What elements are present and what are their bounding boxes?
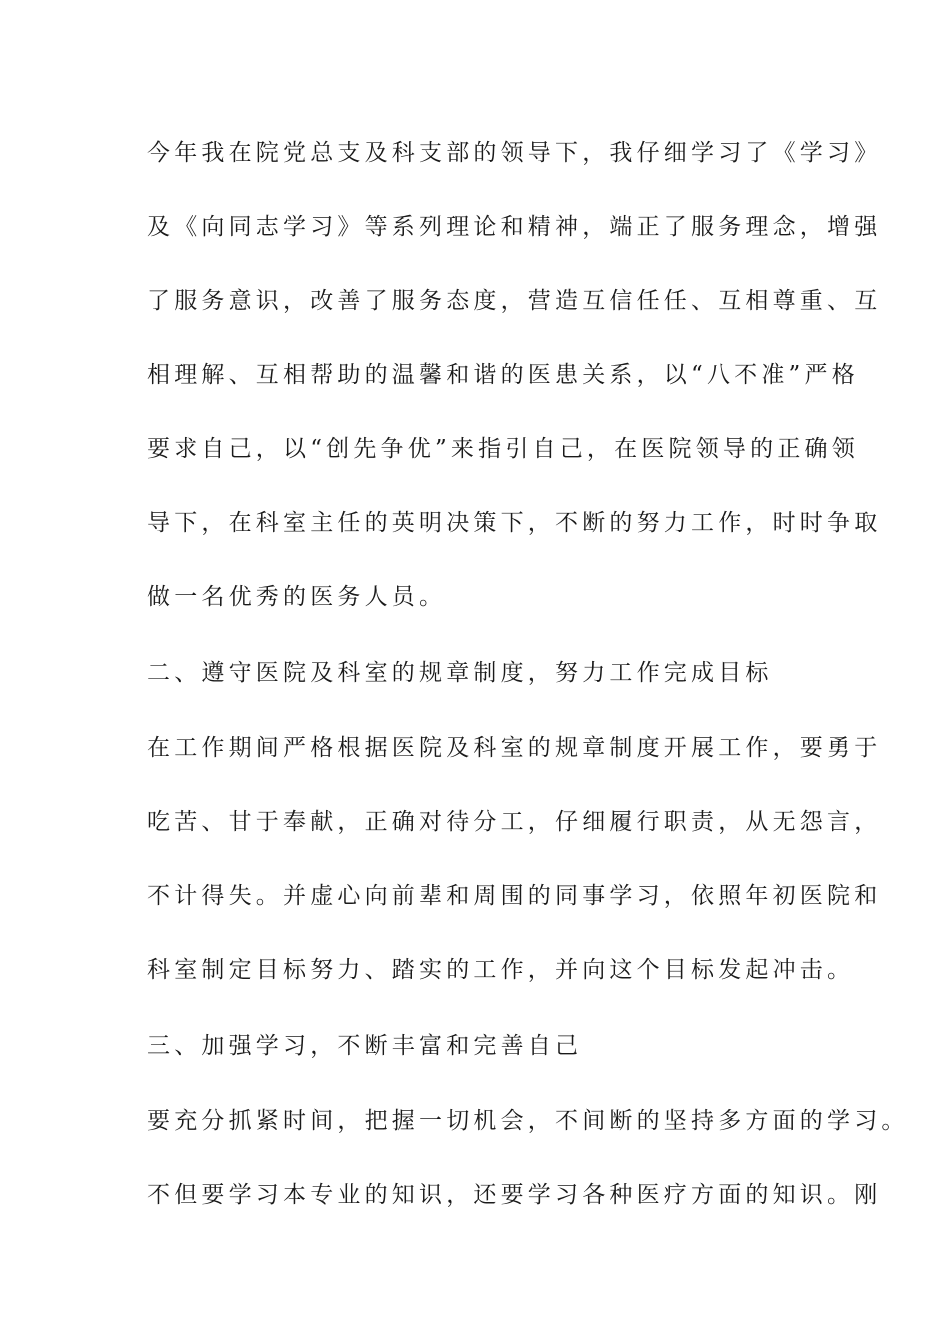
paragraph-line: 及《向同志学习》等系列理论和精神，端正了服务理念，增强: [147, 214, 882, 240]
paragraph-line: 要求自己，以“创先争优”来指引自己，在医院领导的正确领: [147, 436, 859, 462]
paragraph-line: 了服务意识，改善了服务态度，营造互信任任、互相尊重、互: [147, 288, 882, 314]
paragraph-line: 做一名优秀的医务人员。: [147, 584, 447, 610]
paragraph-line: 今年我在院党总支及科支部的领导下，我仔细学习了《学习》: [147, 140, 882, 166]
paragraph-line: 不计得失。并虚心向前辈和周围的同事学习，依照年初医院和: [147, 883, 882, 909]
paragraph-line: 科室制定目标努力、踏实的工作，并向这个目标发起冲击。: [147, 957, 855, 983]
paragraph-line: 相理解、互相帮助的温馨和谐的医患关系，以“八不准”严格: [147, 362, 859, 388]
paragraph-line: 不但要学习本专业的知识，还要学习各种医疗方面的知识。刚: [147, 1182, 882, 1208]
paragraph-line: 在工作期间严格根据医院及科室的规章制度开展工作，要勇于: [147, 735, 882, 761]
paragraph-line: 要充分抓紧时间，把握一切机会，不间断的坚持多方面的学习。: [147, 1108, 909, 1134]
paragraph-line: 导下，在科室主任的英明决策下，不断的努力工作，时时争取: [147, 510, 882, 536]
section-heading: 二、遵守医院及科室的规章制度，努力工作完成目标: [147, 660, 773, 686]
section-heading: 三、加强学习，不断丰富和完善自己: [147, 1033, 583, 1059]
paragraph-line: 吃苦、甘于奉献，正确对待分工，仔细履行职责，从无怨言，: [147, 809, 882, 835]
